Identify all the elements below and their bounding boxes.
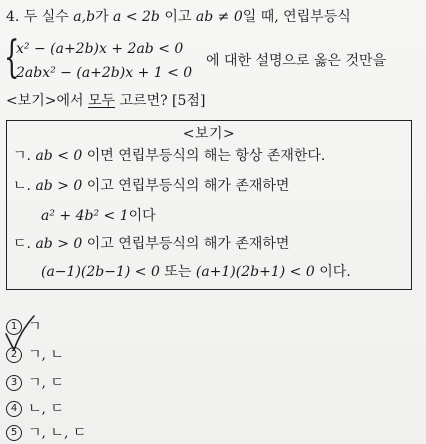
bogi-item-d-cont — [41, 263, 351, 281]
inequality-2: 2abx² − (a+2b)x + 1 < 0 — [16, 65, 193, 81]
choice-number: 3 — [6, 375, 22, 391]
problem-line-3 — [6, 92, 205, 110]
item-marker: ㄱ. — [13, 148, 31, 164]
problem-line-2-tail: 에 대한 설명으로 옳은 것만을 — [206, 53, 387, 69]
item-condition: ab < 0 — [35, 148, 83, 164]
problem-text: 가 — [95, 9, 109, 25]
item-marker: ㄴ. — [13, 178, 31, 194]
choice-3[interactable] — [6, 374, 64, 392]
problem-vars: a,b — [73, 9, 96, 25]
choice-1[interactable] — [6, 318, 42, 336]
item-text: 또는 — [164, 264, 192, 280]
system-brace: { — [4, 32, 20, 83]
choice-label: ㄱ, ㄴ, ㄷ — [28, 425, 87, 441]
problem-condition: ab ≠ 0 — [195, 9, 243, 25]
choice-number: 2 — [6, 347, 22, 363]
choice-5[interactable] — [6, 424, 86, 442]
choice-label: ㄴ, ㄷ — [28, 401, 64, 417]
choice-2[interactable] — [6, 346, 64, 364]
item-text: 이면 연립부등식의 해는 항상 존재한다. — [86, 148, 326, 164]
problem-text: <보기>에서 — [6, 93, 84, 109]
problem-condition: a < 2b — [113, 9, 160, 25]
choice-number: 1 — [6, 319, 22, 335]
choice-number: 4 — [6, 401, 22, 417]
inequality-1: x² − (a+2b)x + 2ab < 0 — [16, 41, 184, 57]
bogi-item-n — [13, 177, 289, 195]
item-text: 이고 연립부등식의 해가 존재하면 — [86, 178, 290, 194]
choice-number: 5 — [6, 425, 22, 441]
item-condition: a² + 4b² < 1 — [41, 208, 129, 224]
item-condition: (a+1)(2b+1) < 0 — [195, 264, 315, 280]
bogi-item-d — [13, 235, 289, 253]
item-text: 이고 연립부등식의 해가 존재하면 — [86, 236, 290, 252]
choice-4[interactable] — [6, 400, 64, 418]
problem-text: 일 때, 연립부등식 — [242, 9, 351, 25]
problem-line-1 — [6, 8, 351, 26]
item-marker: ㄷ. — [13, 236, 31, 252]
choice-label: ㄱ, ㄴ — [28, 347, 64, 363]
item-condition: ab > 0 — [35, 236, 83, 252]
problem-number: 4. — [6, 9, 20, 25]
item-text: 이다. — [319, 264, 351, 280]
choice-label: ㄱ — [28, 319, 42, 335]
item-condition: (a−1)(2b−1) < 0 — [41, 264, 160, 280]
bogi-box — [6, 120, 412, 290]
item-condition: ab > 0 — [35, 178, 83, 194]
problem-text: 고르면? [5점] — [119, 93, 206, 109]
choice-label: ㄱ, ㄷ — [28, 375, 64, 391]
bogi-item-g — [13, 147, 325, 165]
item-text: 이다 — [128, 208, 156, 224]
problem-text: 이고 — [164, 9, 192, 25]
bogi-title: <보기> — [182, 126, 236, 142]
problem-text: 두 실수 — [23, 9, 69, 25]
underlined-word: 모두 — [88, 93, 116, 109]
bogi-item-n-cont — [41, 207, 156, 225]
